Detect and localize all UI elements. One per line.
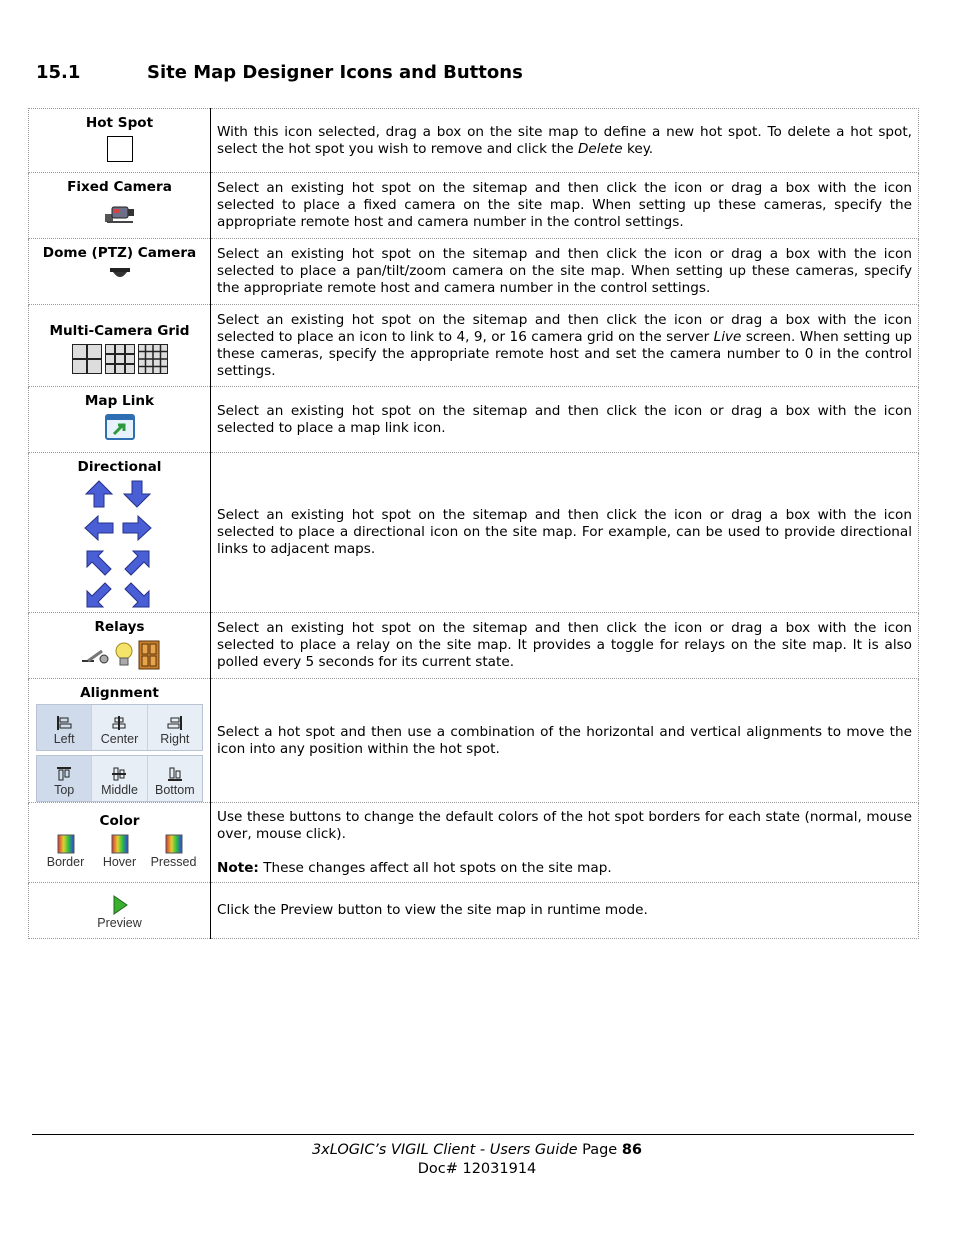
align-center-icon — [111, 715, 127, 731]
button-label: Middle — [101, 783, 138, 797]
row-label: Relays — [94, 619, 145, 635]
table-row — [29, 679, 919, 803]
icons-table — [28, 108, 919, 939]
grid-4-icon — [72, 344, 102, 374]
row-label: Alignment — [80, 685, 159, 701]
page-word: Page — [577, 1142, 622, 1158]
align-bottom-button[interactable] — [148, 756, 202, 801]
button-label: Preview — [97, 916, 142, 930]
dome-camera-icon — [109, 266, 131, 282]
row-description-end: screen. When setting up these cameras, specify the appropriate remote host and set the camera number to 0 in the control settings. — [217, 328, 912, 379]
row-label: Multi-Camera Grid — [49, 323, 190, 339]
button-label: Bottom — [155, 783, 195, 797]
table-row — [29, 173, 919, 239]
row-description: Select an existing hot spot on the sitemap and then click the icon or drag a box with the icon selected to place a fixed camera on the site map. When setting up these cameras, specify the appropriate remote host and camera number in the control settings. — [217, 180, 912, 230]
button-label: Top — [54, 783, 75, 797]
row-label: Directional — [77, 459, 162, 475]
table-row — [29, 803, 919, 883]
pressed-color-button[interactable] — [147, 834, 201, 871]
table-row — [29, 883, 919, 939]
color-gradient-icon — [111, 834, 129, 854]
button-label: Center — [100, 732, 139, 746]
row-description: Select an existing hot spot on the sitemap and then click the icon or drag a box with the icon selected to place an icon to link to 4, 9, or 16 camera grid on the server — [217, 311, 912, 345]
align-middle-button[interactable] — [92, 756, 147, 801]
hover-color-button[interactable] — [93, 834, 147, 871]
align-center-button[interactable] — [92, 705, 147, 750]
row-description: Select an existing hot spot on the sitemap and then click the icon or drag a box with the icon selected to place a pan/tilt/zoom camera on the site map. When setting up these cameras, specify the appropriate remote host and camera number in the control settings. — [217, 246, 912, 296]
live-screen-text: Live — [713, 328, 742, 345]
grid-9-icon — [105, 344, 135, 374]
row-description: Select an existing hot spot on the sitemap and then click the icon or drag a box with the icon selected to place a directional icon on the site map. For example, can be used to provide directional links to adjacent maps. — [217, 507, 912, 557]
preview-button[interactable] — [90, 895, 150, 932]
fixed-camera-icon — [103, 200, 137, 224]
row-description: With this icon selected, drag a box on the site map to define a new hot spot. To delete a hot spot, select the hot spot you wish to remove and click the — [217, 123, 912, 157]
light-bulb-icon — [114, 641, 134, 669]
table-row — [29, 453, 919, 613]
row-description: Select an existing hot spot on the sitemap and then click the icon or drag a box with the icon selected to place a relay on the site map. It provides a toggle for relays on the site map. It is also polled every 5 seconds for its current state. — [217, 620, 912, 670]
section-heading — [36, 62, 523, 83]
row-description: Select a hot spot and then use a combination of the horizontal and vertical alignments to move the icon into any position within the hot spot. — [217, 723, 912, 757]
row-label: Color — [99, 813, 140, 829]
align-right-button[interactable] — [148, 705, 202, 750]
border-color-button[interactable] — [39, 834, 93, 871]
hot-spot-icon — [107, 136, 133, 162]
color-gradient-icon — [165, 834, 183, 854]
row-label: Dome (PTZ) Camera — [42, 245, 197, 261]
arrow-down-icon — [122, 480, 152, 508]
vertical-alignment-group — [36, 755, 203, 802]
footer-title — [0, 1142, 954, 1158]
arrow-left-icon — [84, 514, 114, 542]
arrow-down-left-icon — [84, 582, 114, 610]
table-row — [29, 387, 919, 453]
guide-title: 3xLOGIC’s VIGIL Client - Users Guide — [311, 1142, 578, 1158]
row-label: Fixed Camera — [67, 179, 172, 195]
arrow-right-icon — [122, 514, 152, 542]
button-label: Border — [46, 855, 85, 869]
door-icon — [138, 640, 160, 670]
arrow-up-right-icon — [122, 548, 152, 576]
horizontal-alignment-group — [36, 704, 203, 751]
table-row — [29, 613, 919, 679]
table-row — [29, 239, 919, 305]
button-label: Left — [53, 732, 75, 746]
align-bottom-icon — [167, 766, 183, 782]
play-icon — [112, 895, 128, 915]
button-label: Hover — [102, 855, 137, 869]
align-left-button[interactable] — [37, 705, 92, 750]
map-link-icon — [105, 414, 135, 440]
footer-divider — [32, 1134, 914, 1135]
relay-switch-icon — [80, 645, 110, 665]
row-description-end: key. — [622, 140, 654, 157]
align-left-icon — [56, 715, 72, 731]
row-description: Use these buttons to change the default colors of the hot spot borders for each state (normal, mouse over, mouse click). — [217, 808, 912, 842]
arrow-up-left-icon — [84, 548, 114, 576]
align-middle-icon — [111, 766, 127, 782]
note — [217, 860, 912, 877]
align-right-icon — [167, 715, 183, 731]
doc-number: Doc# 12031914 — [417, 1161, 537, 1177]
note-text: These changes affect all hot spots on the site map. — [258, 859, 612, 876]
page-number: 86 — [621, 1142, 643, 1158]
row-description: Select an existing hot spot on the sitemap and then click the icon or drag a box with the icon selected to place a map link icon. — [217, 402, 912, 436]
color-gradient-icon — [57, 834, 75, 854]
align-top-button[interactable] — [37, 756, 92, 801]
arrow-down-right-icon — [122, 582, 152, 610]
section-title: Site Map Designer Icons and Buttons — [147, 62, 523, 83]
align-top-icon — [56, 766, 72, 782]
table-row — [29, 109, 919, 173]
row-label: Map Link — [84, 393, 155, 409]
table-row — [29, 305, 919, 387]
button-label: Right — [160, 732, 190, 746]
row-description: Click the Preview button to view the site map in runtime mode. — [217, 902, 648, 918]
section-number: 15.1 — [36, 62, 81, 83]
delete-key-text: Delete — [577, 140, 623, 157]
note-label: Note: — [217, 859, 259, 876]
row-label: Hot Spot — [85, 115, 154, 131]
grid-16-icon — [138, 344, 168, 374]
button-label: Pressed — [150, 855, 197, 869]
arrow-up-icon — [84, 480, 114, 508]
